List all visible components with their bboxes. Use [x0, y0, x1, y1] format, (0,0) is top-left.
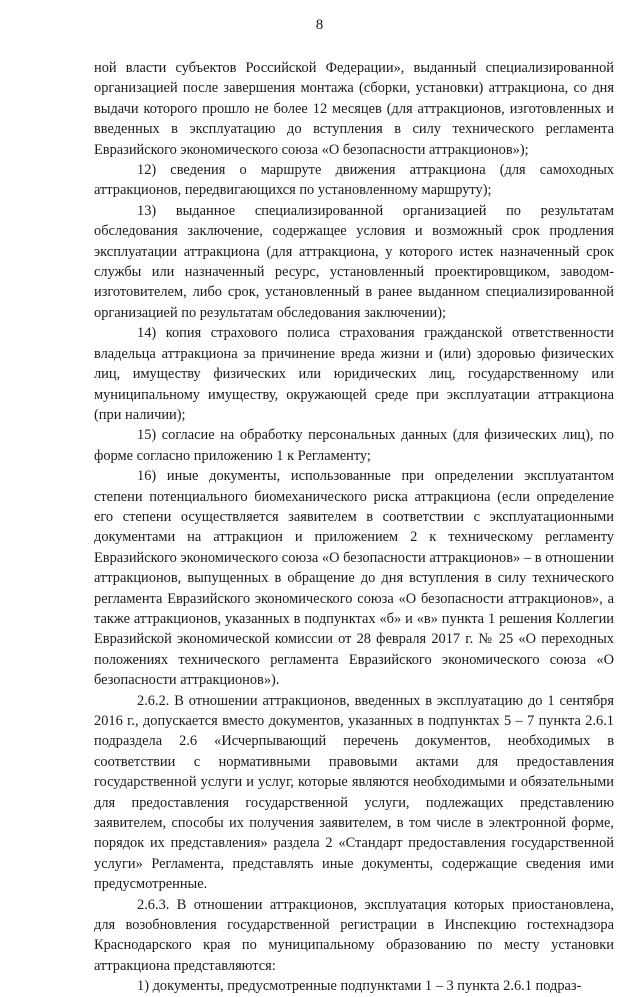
paragraph-item-12-route: 12) сведения о маршруте движения аттракциона (для самоходных аттракционов, передвигающихся по установленному маршруту); [94, 162, 614, 199]
paragraph-item-15-personal-data-consent: 15) согласие на обработку персональных данных (для физических лиц), по форме согласно приложению 1 к Регламенту; [94, 427, 614, 464]
paragraph-clause-2-6-3: 2.6.3. В отношении аттракционов, эксплуатация которых приостановлена, для возобновления государственной регистрации в Инспекцию гостехнадзора Краснодарского края по муниципальному образованию по месту установки аттракциона представляются: [94, 896, 614, 974]
paragraph-item-13-inspection-conclusion: 13) выданное специализированной организацией по результатам обследования заключение, содержащее условия и возможный срок продления эксплуатации аттракциона (для аттракциона, у которого истек назначенный срок службы или назначенный ресурс, установленный проектировщиком, заводом-изготовителем, либо срок, установленный в ранее выданном специализированной организацией по результатам обследования заключении); [94, 202, 614, 321]
paragraph-clause-2-6-2: 2.6.2. В отношении аттракционов, введенных в эксплуатацию до 1 сентября 2016 г., допускается вместо документов, указанных в подпунктах 5 – 7 пункта 2.6.1 подраздела 2.6 «Исчерпывающий перечень документов, необходимых в соответствии с нормативными правовыми актами для предоставления государственной услуги и услуг, которые являются необходимыми и обязательными для предоставления государственной услуги, подлежащих представлению заявителем, способы их получения заявителем, в том числе в электронной форме, порядок их представления» раздела 2 «Стандарт предоставления государственной услуги» Регламента, представлять иные документы, содержащие сведения ими предусмотренные. [94, 692, 614, 893]
paragraph-item-16-other-documents: 16) иные документы, использованные при определении эксплуатантом степени потенциального биомеханического риска аттракциона (если определение его степени осуществляется заявителем в соответствии с эксплуатационными документами на аттракцион и приложением 2 к техническому регламенту Евразийского экономического союза «О безопасности аттракционов» – в отношении аттракционов, выпущенных в обращение до дня вступления в силу технического регламента Евразийского экономического союза «О безопасности аттракционов», а также аттракционов, указанных в подпунктах «б» и «в» пункта 1 решения Коллегии Евразийской экономической комиссии от 28 февраля 2017 г. № 25 «О переходных положениях технического регламента Евразийского экономического союза «О безопасности аттракционов»). [94, 468, 614, 689]
paragraph-clause-2-6-3-item-1: 1) документы, предусмотренные подпунктами 1 – 3 пункта 2.6.1 подраз- [137, 978, 582, 995]
page-number: 8 [315, 17, 324, 33]
document-body [94, 58, 614, 997]
paragraph-item-14-insurance-policy: 14) копия страхового полиса страхования гражданской ответственности владельца аттракциона за причинение вреда жизни и (или) здоровью физических лиц, имуществу физических или юридических лиц, государственному или муниципальному имуществу, окружающей среде при эксплуатации аттракциона (при наличии); [94, 325, 614, 423]
paragraph-continuation-item-11: ной власти субъектов Российской Федерации», выданный специализированной организацией после завершения монтажа (сборки, установки) аттракциона, со дня выдачи которого прошло не более 12 месяцев (для аттракционов, изготовленных и введенных в эксплуатацию до вступления в силу технического регламента Евразийского экономического союза «О безопасности аттракционов»); [94, 60, 614, 158]
